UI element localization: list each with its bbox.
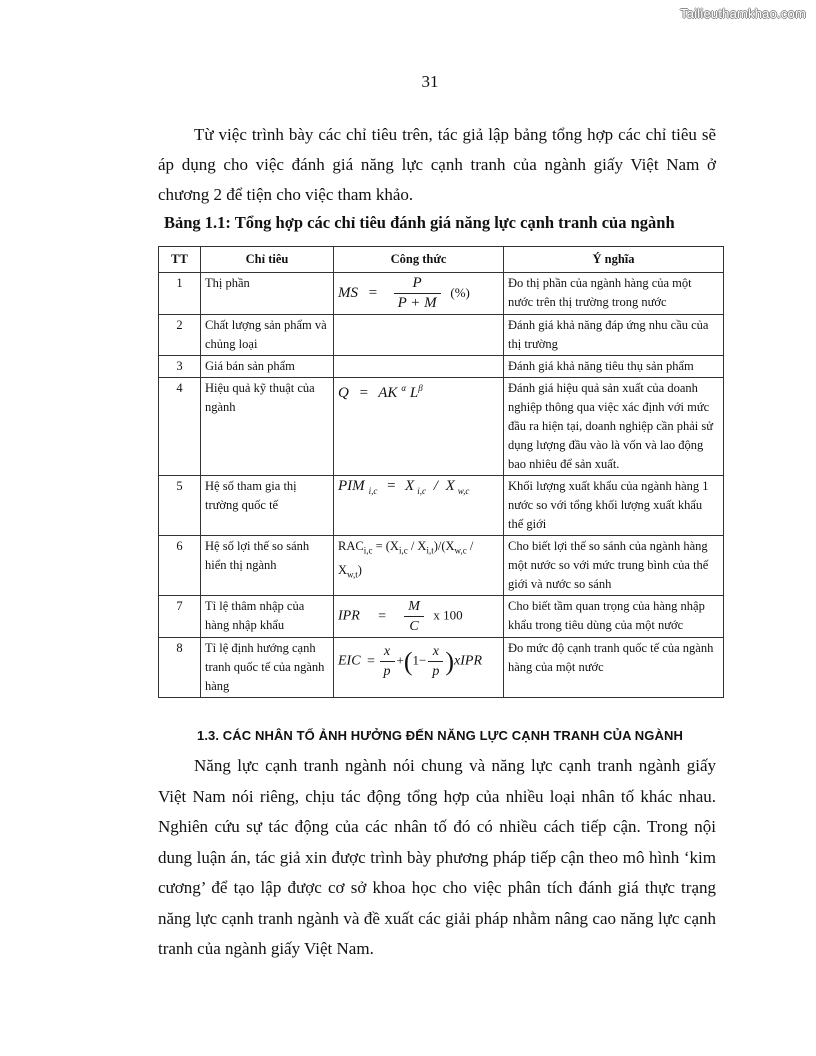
row-indicator: Hệ số tham gia thị trường quốc tế: [201, 476, 334, 536]
market-share-fraction: $\frac{P}{P + M}$: [394, 274, 441, 313]
section-paragraph: Năng lực cạnh tranh ngành nói chung và năng lực cạnh tranh ngành giấy Việt Nam nói riêng, chịu tác động tổng hợp của nhiều loại nhân tố khác nhau. Nghiên cứu sự tác động của các nhân tố đó có nhiều cách tiếp cận. Trong nội dung luận án, tác giả xin được trình bày phương pháp tiếp cận theo mô hình ‘kim cương’ để tạo lập được cơ sở khoa học cho việc phân tích đánh giá thực trạng năng lực cạnh tranh ngành và đề xuất các giải pháp nhằm nâng cao năng lực cạnh tranh của ngành giấy Việt Nam.: [158, 756, 716, 958]
formula-pim: PIM $_{i,c}$ = X $_{i,c}$ / X $_{w,c}$: [334, 476, 504, 536]
row-meaning: Đo mức độ cạnh tranh quốc tế của ngành hàng của một nước: [504, 638, 724, 698]
ipr-fraction: $\frac{M}{C}$: [404, 597, 424, 636]
row-meaning: Đánh giá khả năng đáp ứng nhu cầu của thị trường: [504, 315, 724, 356]
header-tt: TT: [159, 247, 201, 273]
table-row: [159, 638, 724, 698]
row-number: 3: [159, 356, 201, 378]
table-header-row: [159, 247, 724, 273]
row-indicator: Thị phần: [201, 273, 334, 315]
row-number: 5: [159, 476, 201, 536]
row-meaning: Đánh giá hiệu quả sản xuất của doanh nghiệp thông qua việc xác định với mức đầu ra hiện tại, doanh nghiệp cần phải sử dụng lượng đầu vào là vốn và lao động bao nhiêu để sản xuất.: [504, 378, 724, 476]
table-row: [159, 356, 724, 378]
page-number: 31: [421, 72, 439, 91]
formula-eic: EIC = $\frac{x}{p}$ +(1− $\frac{x}{p}$ )xIPR: [334, 638, 504, 698]
header-meaning: Ý nghĩa: [504, 247, 724, 273]
row-number: 4: [159, 378, 201, 476]
row-indicator: Hiệu quả kỹ thuật của ngành: [201, 378, 334, 476]
table-row: [159, 273, 724, 315]
row-number: 2: [159, 315, 201, 356]
section-heading: 1.3. CÁC NHÂN TỐ ẢNH HƯỞNG ĐẾN NĂNG LỰC CẠNH TRANH CỦA NGÀNH: [197, 728, 683, 743]
intro-paragraph: Từ việc trình bày các chỉ tiêu trên, tác giả lập bảng tổng hợp các chỉ tiêu sẽ áp dụng cho việc đánh giá năng lực cạnh tranh của ngành giấy Việt Nam ở chương 2 để tiện cho việc tham khảo.: [158, 125, 716, 204]
row-meaning: Đánh giá khả năng tiêu thụ sản phẩm: [504, 356, 724, 378]
eic-fraction-1: $\frac{x}{p}$: [380, 642, 395, 681]
formula-market-share: MS = $\frac{P}{P + M}$ (%): [334, 273, 504, 315]
formula-ipr: IPR = $\frac{M}{C}$ x 100: [334, 596, 504, 638]
header-formula: Công thức: [334, 247, 504, 273]
row-number: 6: [159, 536, 201, 596]
formula-rac: $RAC_{i,c} = (X_{i,c} / X_{i,t})/(X_{w,c} / X_{w,t})$: [334, 536, 504, 596]
eic-fraction-2: $\frac{x}{p}$: [428, 642, 443, 681]
formula-empty: [334, 315, 504, 356]
header-indicator: Chỉ tiêu: [201, 247, 334, 273]
formula-production-function: Q = AK $^\alpha$ $L^\beta$: [334, 378, 504, 476]
table-caption: Bảng 1.1: Tổng hợp các chỉ tiêu đánh giá năng lực cạnh tranh của ngành: [164, 213, 675, 232]
row-meaning: Khối lượng xuất khẩu của ngành hàng 1 nước so với tổng khối lượng xuất khẩu thế giới: [504, 476, 724, 536]
row-number: 7: [159, 596, 201, 638]
row-indicator: Tỉ lệ định hướng cạnh tranh quốc tế của ngành hàng: [201, 638, 334, 698]
row-number: 8: [159, 638, 201, 698]
row-meaning: Đo thị phần của ngành hàng của một nước trên thị trường trong nước: [504, 273, 724, 315]
formula-empty: [334, 356, 504, 378]
row-indicator: Chất lượng sản phẩm và chủng loại: [201, 315, 334, 356]
row-indicator: Hệ số lợi thế so sánh hiển thị ngành: [201, 536, 334, 596]
table-row: [159, 596, 724, 638]
watermark-text: Tailieuthamkhao.com: [680, 6, 806, 21]
row-indicator: Giá bán sản phẩm: [201, 356, 334, 378]
row-meaning: Cho biết tầm quan trọng của hàng nhập khẩu trong tiêu dùng của một nước: [504, 596, 724, 638]
row-meaning: Cho biết lợi thế so sánh của ngành hàng một nước so với mức trung bình của thế giới và nước so sánh: [504, 536, 724, 596]
table-row: [159, 476, 724, 536]
table-row: [159, 378, 724, 476]
table-row: [159, 315, 724, 356]
indicator-table: [158, 246, 724, 698]
row-indicator: Tỉ lệ thâm nhập của hàng nhập khẩu: [201, 596, 334, 638]
table-row: [159, 536, 724, 596]
row-number: 1: [159, 273, 201, 315]
